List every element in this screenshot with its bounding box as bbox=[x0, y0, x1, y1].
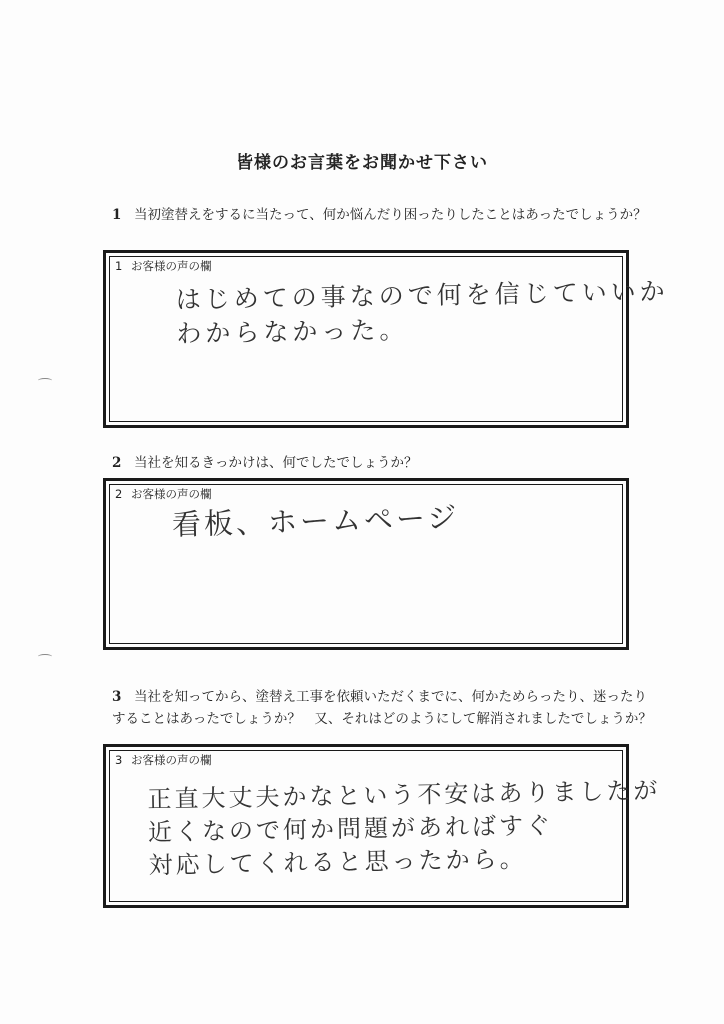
box-number: 2 bbox=[115, 487, 123, 501]
box-number: 1 bbox=[115, 259, 123, 273]
question-3 bbox=[112, 686, 652, 730]
answer-line: 近くなので何か問題があればすぐ bbox=[147, 811, 554, 847]
answer-line: 対応してくれると思ったから。 bbox=[148, 844, 527, 880]
box-label-text: お客様の声の欄 bbox=[131, 259, 212, 273]
answer-box-1 bbox=[103, 250, 669, 428]
handwritten-answer bbox=[172, 499, 460, 543]
answer-line: わからなかった。 bbox=[176, 315, 409, 349]
handwritten-answer bbox=[175, 275, 669, 352]
answer-box-2 bbox=[103, 478, 629, 650]
question-number: 2 bbox=[112, 455, 122, 471]
box-label-text: お客様の声の欄 bbox=[131, 753, 212, 767]
box-label bbox=[115, 258, 212, 274]
scan-mark bbox=[38, 378, 52, 383]
page-title: 皆様のお言葉をお聞かせ下さい bbox=[236, 153, 488, 173]
scan-mark bbox=[38, 654, 52, 659]
answer-line: はじめての事なので何を信じていいか bbox=[175, 276, 669, 315]
box-label bbox=[115, 752, 212, 768]
question-text: 当社を知るきっかけは、何でしたでしょうか？ bbox=[134, 455, 418, 471]
question-1 bbox=[112, 204, 652, 226]
answer-box-3 bbox=[103, 744, 661, 908]
answer-line: 正直大丈夫かなという不安はありましたが bbox=[147, 776, 661, 814]
question-number: 1 bbox=[112, 207, 122, 223]
question-text: 当初塗替えをするに当たって、何か悩んだり困ったりしたことはあったでしょうか？ bbox=[134, 207, 647, 223]
handwritten-answer bbox=[147, 775, 662, 883]
box-label-text: お客様の声の欄 bbox=[131, 487, 212, 501]
answer-line: 看板、ホームページ bbox=[171, 500, 460, 542]
question-text: 当社を知ってから、塗替え工事を依頼いただくまでに、何かためらったり、迷ったりすることはあったでしょうか？ 又、それはどのようにして解消されましたでしょうか？ bbox=[112, 689, 652, 727]
box-number: 3 bbox=[115, 753, 123, 767]
question-2 bbox=[112, 452, 652, 474]
question-number: 3 bbox=[112, 689, 122, 705]
box-label bbox=[115, 486, 212, 502]
